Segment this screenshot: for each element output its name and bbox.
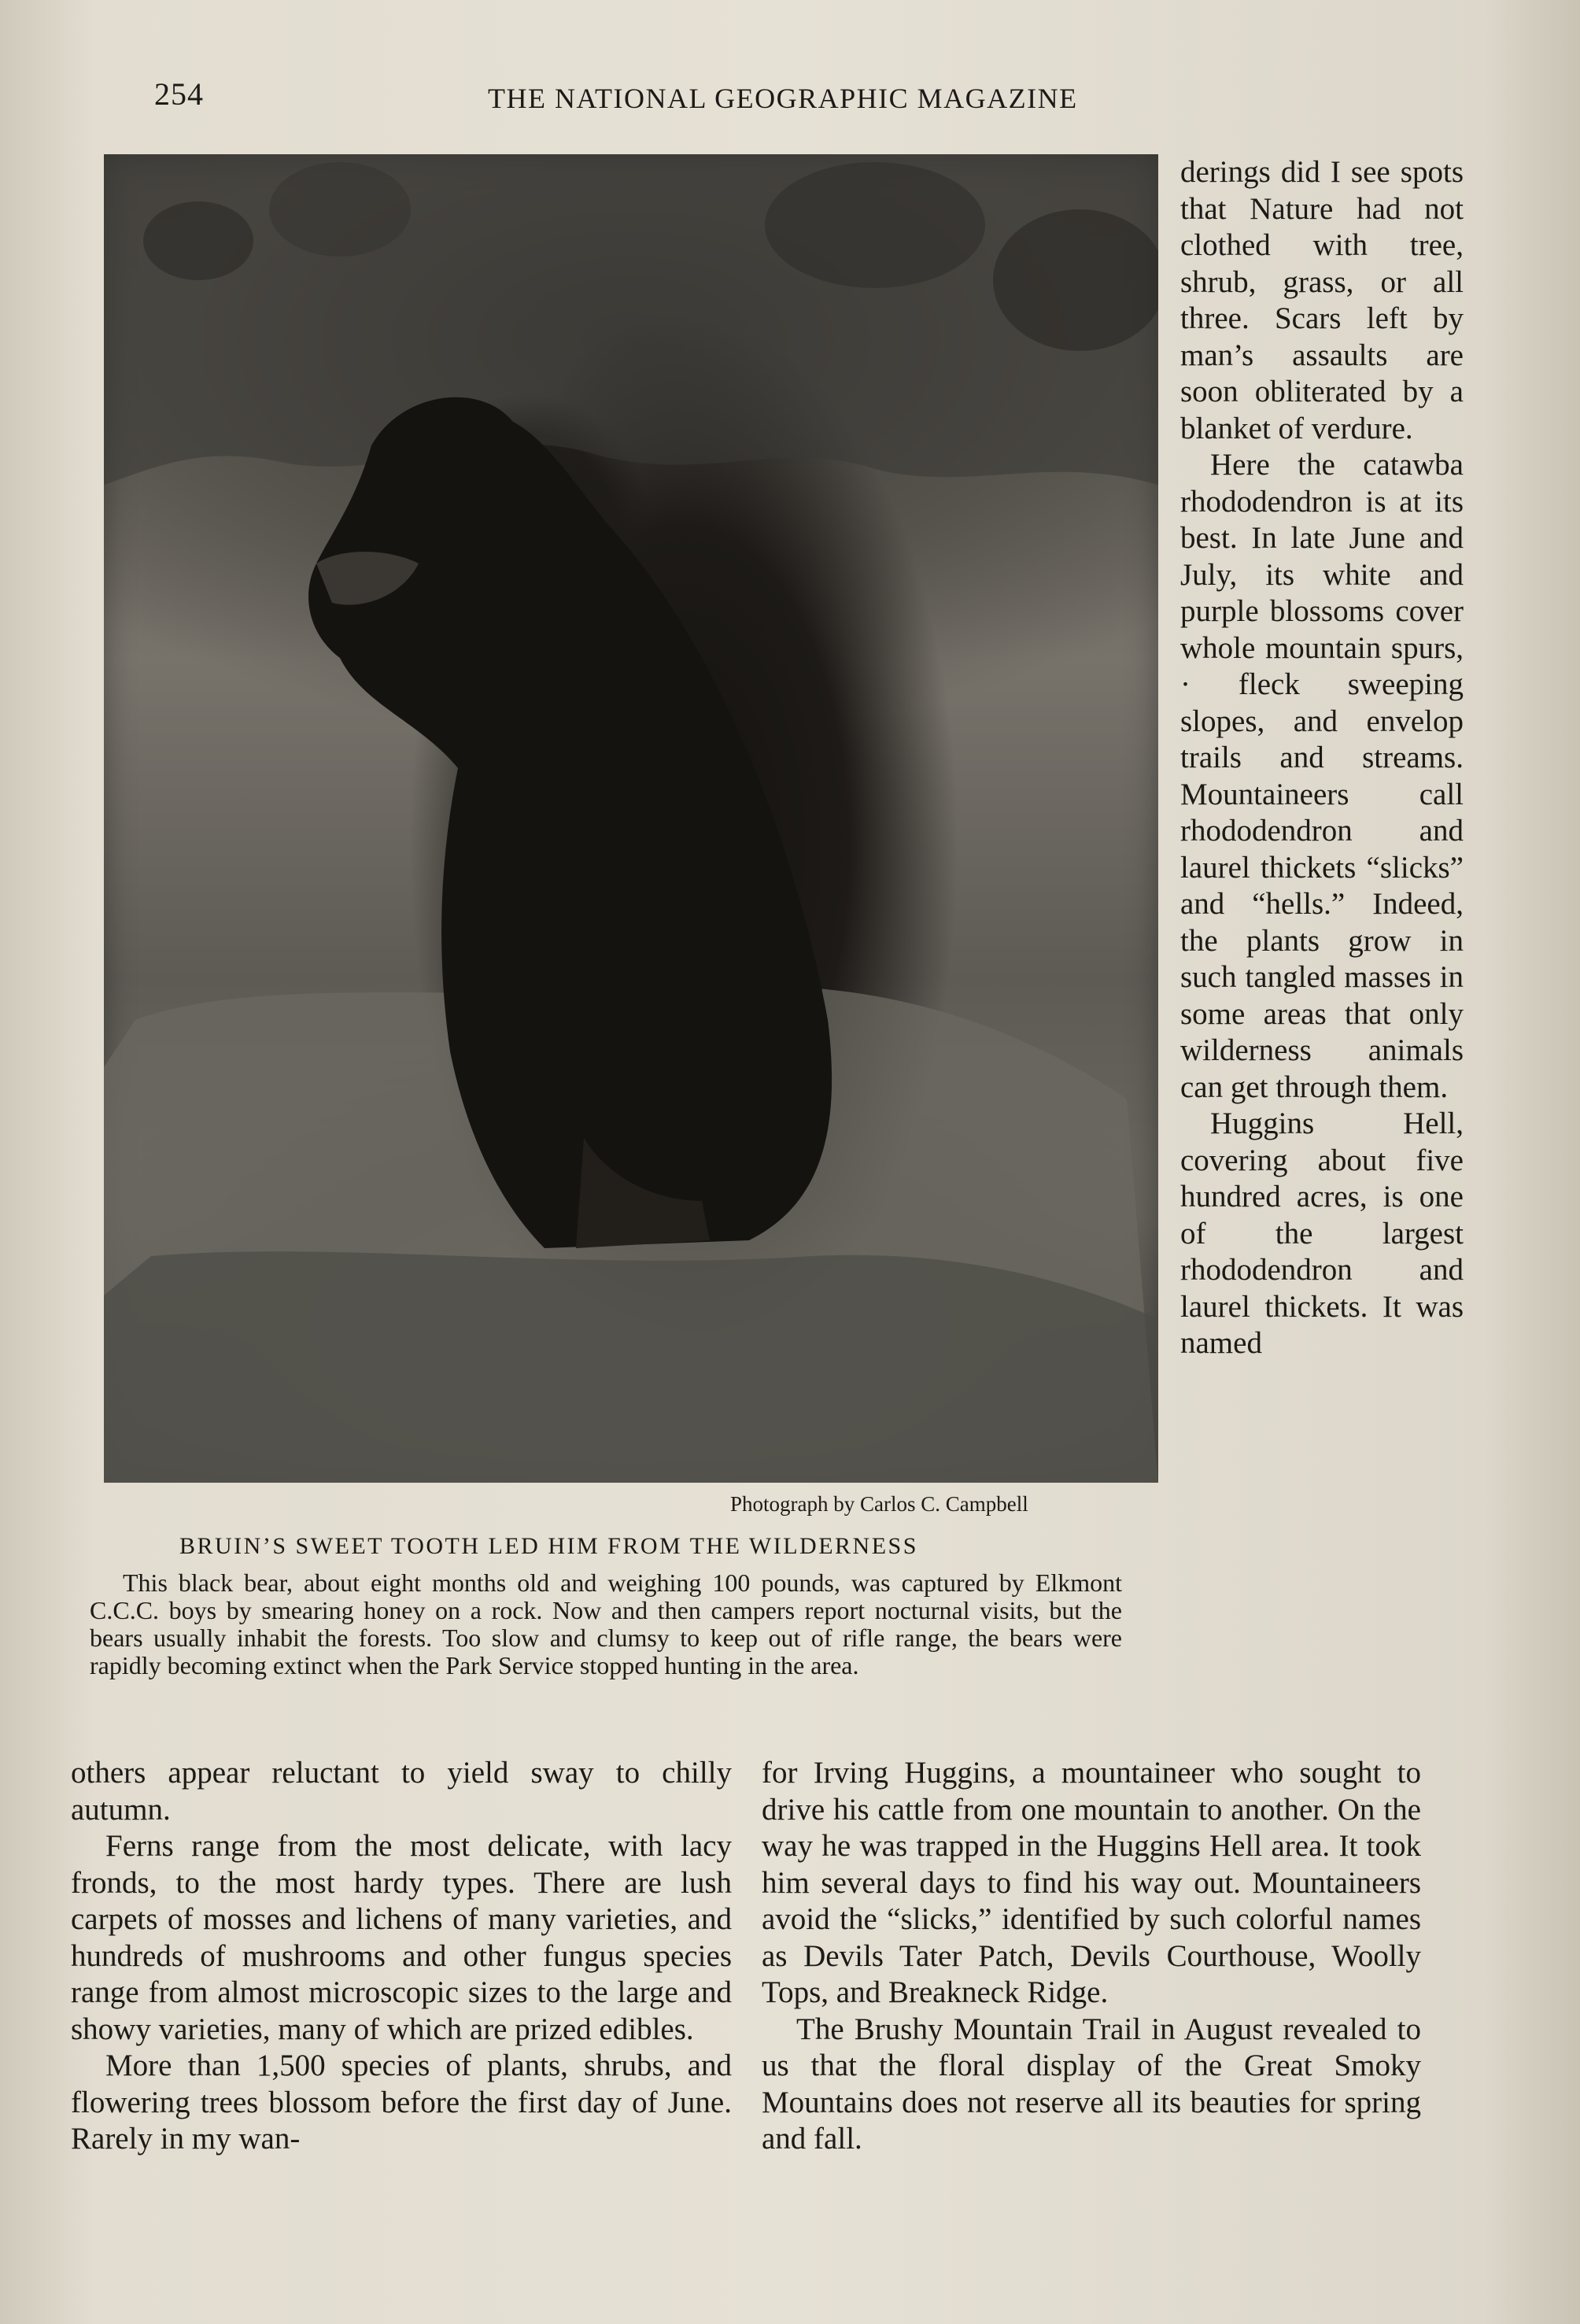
left-column [71,1755,732,2158]
page-number: 254 [154,76,204,112]
photo-credit: Photograph by Carlos C. Campbell [730,1492,1028,1516]
side-paragraph: derings did I see spots that Nature had not clothed with tree, shrub, grass, or all three. Scars left by man’s assaults are soon obliterated by a blanket of verdure. [1180,155,1464,445]
bear-photo-illustration [104,154,1158,1483]
bear-photograph [104,154,1158,1483]
caption-title: BRUIN’S SWEET TOOTH LED HIM FROM THE WILDERNESS [179,1533,918,1559]
right-paragraph: The Brushy Mountain Trail in August revealed to us that the floral display of the Great Smoky Mountains does not reserve all its beauties for spring and fall. [762,2012,1421,2156]
left-paragraph: others appear reluctant to yield sway to chilly autumn. [71,1756,732,1827]
side-column [1180,154,1464,1362]
right-paragraph: for Irving Huggins, a mountaineer who sought to drive his cattle from one mountain to another. On the way he was trapped in the Huggins Hell area. It took him several days to find his way out. Mountaineers avoid the “slicks,” identified by such colorful names as Devils Tater Patch, Devils Courthouse, Woolly Tops, and Breakneck Ridge. [762,1756,1421,2009]
running-head: THE NATIONAL GEOGRAPHIC MAGAZINE [488,83,1078,114]
left-paragraph: More than 1,500 species of plants, shrubs, and flowering trees blossom before the first day of June. Rarely in my wan- [71,2049,732,2156]
left-paragraph: Ferns range from the most delicate, with lacy fronds, to the most hardy types. There are lush carpets of mosses and lichens of many varieties, and hundreds of mushrooms and other fungus species range from almost microscopic sizes to the large and showy varieties, many of which are prized edibles. [71,1829,732,2046]
side-paragraph: Huggins Hell, covering about five hundred acres, is one of the largest rhododendron and laurel thickets. It was named [1180,1107,1464,1360]
caption-text: This black bear, about eight months old and weighing 100 pounds, was captured by Elkmont C.C.C. boys by smearing honey on a rock. Now and then campers report nocturnal visits, but the bears usually inhabit the forests. Too slow and clumsy to keep out of rifle range, the bears were rapidly becoming extinct when the Park Service stopped hunting in the area. [90,1568,1122,1679]
right-column [762,1755,1421,2158]
side-paragraph: Here the catawba rhododendron is at its best. In late June and July, its white and purple blossoms cover whole mountain spurs, · fleck sweeping slopes, and envelop trails and streams. Mountaineers call rhododendron and laurel thickets “slicks” and “hells.” Indeed, the plants grow in such tangled masses in some areas that only wilderness animals can get through them. [1180,448,1464,1104]
